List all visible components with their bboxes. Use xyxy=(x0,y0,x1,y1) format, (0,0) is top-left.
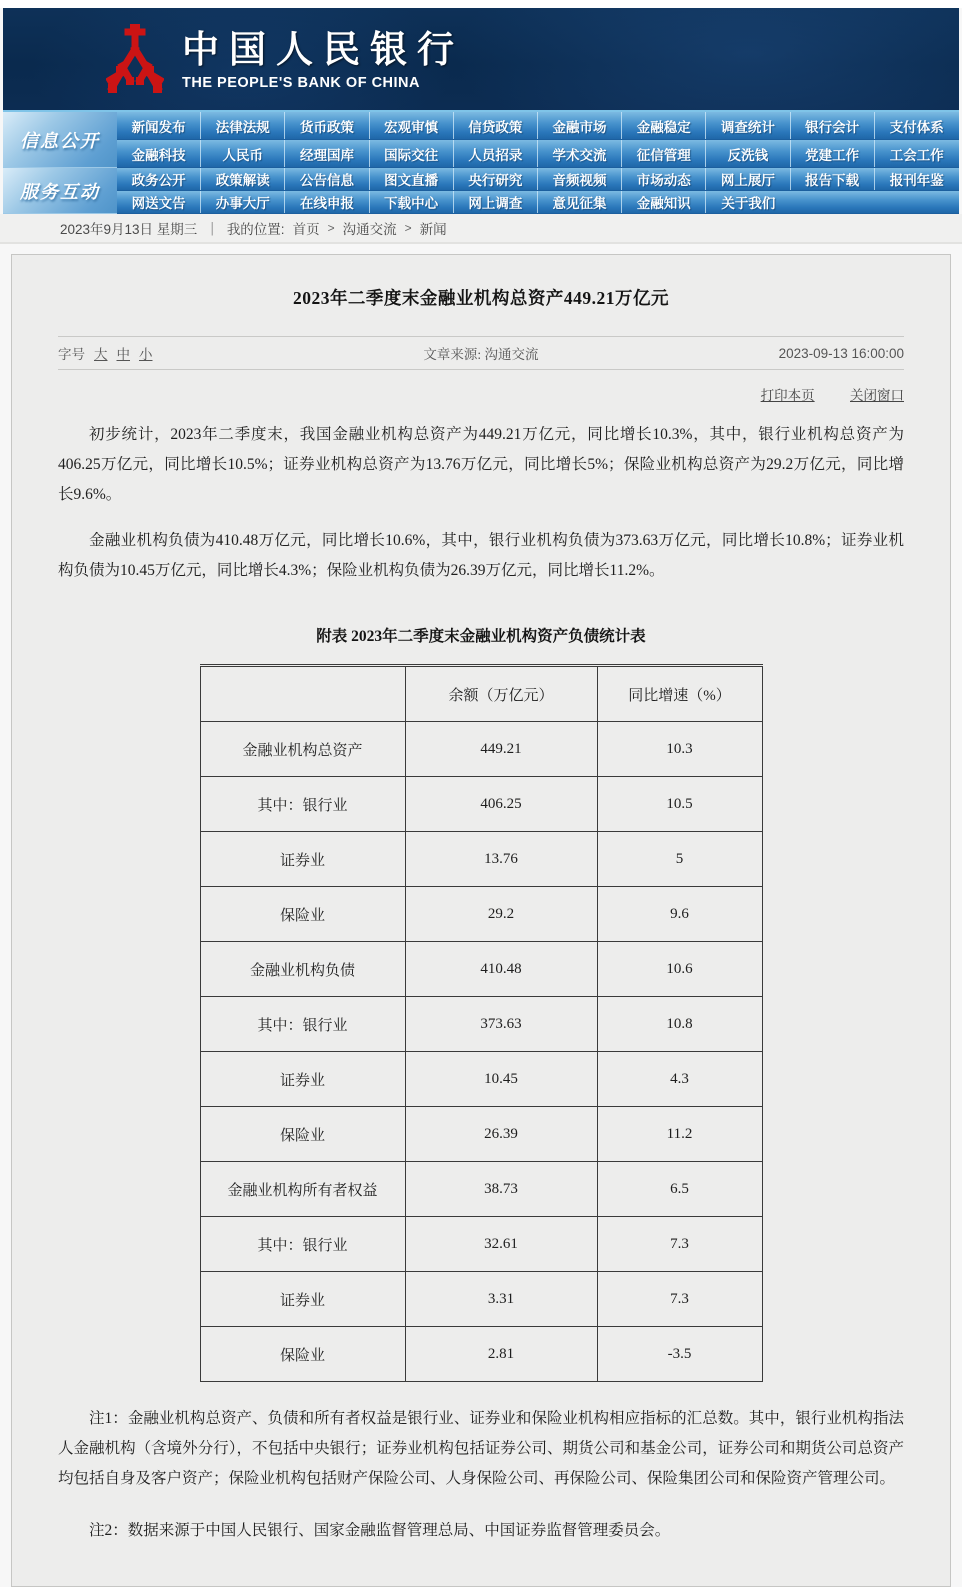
breadcrumb-arrow-icon: > xyxy=(404,221,412,235)
growth-value: 10.5 xyxy=(597,777,762,832)
top-white-strip xyxy=(0,0,962,8)
nav-row xyxy=(117,112,959,140)
nav-item[interactable]: 法律法规 xyxy=(201,112,285,139)
nav-item[interactable]: 调查统计 xyxy=(706,112,790,139)
pboc-logo-icon xyxy=(106,22,164,98)
nav-row xyxy=(117,168,959,191)
row-label: 其中：银行业 xyxy=(200,777,405,832)
growth-value: 10.8 xyxy=(597,997,762,1052)
nav-item[interactable]: 反洗钱 xyxy=(706,140,790,167)
nav-item[interactable]: 市场动态 xyxy=(622,168,706,190)
growth-value: 7.3 xyxy=(597,1217,762,1272)
content-gap xyxy=(0,244,962,254)
nav-item[interactable]: 货币政策 xyxy=(285,112,369,139)
table-header-cell xyxy=(200,666,405,722)
statistics-table-body xyxy=(200,722,762,1382)
growth-value: 11.2 xyxy=(597,1107,762,1162)
nav-item[interactable]: 网上展厅 xyxy=(706,168,790,190)
row-label: 金融业机构总资产 xyxy=(200,722,405,777)
nav-item[interactable]: 报告下载 xyxy=(791,168,875,190)
nav-item[interactable]: 意见征集 xyxy=(538,191,622,213)
statistics-table xyxy=(200,664,763,1382)
balance-value: 38.73 xyxy=(405,1162,597,1217)
nav-item[interactable]: 下载中心 xyxy=(370,191,454,213)
growth-value: 7.3 xyxy=(597,1272,762,1327)
table-row xyxy=(200,777,762,832)
nav-item[interactable]: 人员招录 xyxy=(454,140,538,167)
nav-item[interactable]: 金融科技 xyxy=(117,140,201,167)
site-banner xyxy=(3,8,959,112)
balance-value: 13.76 xyxy=(405,832,597,887)
breadcrumb-location-prefix: 我的位置: xyxy=(226,222,285,237)
row-label: 金融业机构负债 xyxy=(200,942,405,997)
nav-item[interactable]: 关于我们 xyxy=(721,196,776,211)
main-nav xyxy=(3,112,959,214)
nav-item[interactable]: 金融稳定 xyxy=(622,112,706,139)
table-header-row xyxy=(200,666,762,722)
nav-item[interactable]: 党建工作 xyxy=(791,140,875,167)
balance-value: 10.45 xyxy=(405,1052,597,1107)
table-row xyxy=(200,832,762,887)
nav-item[interactable]: 新闻发布 xyxy=(117,112,201,139)
table-row xyxy=(200,1217,762,1272)
balance-value: 410.48 xyxy=(405,942,597,997)
nav-item[interactable]: 征信管理 xyxy=(622,140,706,167)
nav-section-label[interactable]: 信息公开 xyxy=(3,112,117,168)
nav-item[interactable]: 网送文告 xyxy=(117,191,201,213)
growth-value: 4.3 xyxy=(597,1052,762,1107)
balance-value: 449.21 xyxy=(405,722,597,777)
article-paragraph: 金融业机构负债为410.48万亿元，同比增长10.6%，其中，银行业机构负债为373.63万亿元，同比增长10.8%；证券业机构负债为10.45万亿元，同比增长4.3%；保险业机构负债为26.39万亿元，同比增长11.2%。 xyxy=(58,532,904,579)
page-title: 2023年二季度末金融业机构总资产449.21万亿元 xyxy=(292,288,670,308)
table-row xyxy=(200,1272,762,1327)
article-datetime: 2023-09-13 16:00:00 xyxy=(778,345,904,361)
table-row xyxy=(200,887,762,942)
article-meta-bar xyxy=(58,336,904,370)
growth-value: 6.5 xyxy=(597,1162,762,1217)
table-row xyxy=(200,722,762,777)
article-body xyxy=(58,420,904,586)
breadcrumb-arrow-icon: > xyxy=(327,221,335,235)
breadcrumb-home-link[interactable]: 首页 xyxy=(292,222,320,237)
growth-value: 9.6 xyxy=(597,887,762,942)
breadcrumb-link[interactable]: 沟通交流 xyxy=(342,222,397,237)
breadcrumb-date: 2023年9月13日 星期三 xyxy=(60,222,198,237)
nav-section xyxy=(3,112,959,168)
nav-item[interactable]: 报刊年鉴 xyxy=(889,173,944,188)
nav-item[interactable]: 宏观审慎 xyxy=(370,112,454,139)
balance-value: 29.2 xyxy=(405,887,597,942)
nav-item[interactable]: 金融知识 xyxy=(622,191,706,213)
nav-row xyxy=(117,140,959,168)
table-row xyxy=(200,942,762,997)
article-container xyxy=(11,254,951,1587)
nav-item[interactable]: 在线申报 xyxy=(285,191,369,213)
nav-section-label[interactable]: 服务互动 xyxy=(3,168,117,214)
balance-value: 2.81 xyxy=(405,1327,597,1382)
table-header-cell: 余额（万亿元） xyxy=(405,666,597,722)
breadcrumb-link[interactable]: 新闻 xyxy=(419,222,447,237)
row-label: 保险业 xyxy=(200,1327,405,1382)
table-row xyxy=(200,1162,762,1217)
nav-item[interactable]: 央行研究 xyxy=(454,168,538,190)
breadcrumb xyxy=(0,214,962,244)
font-size-option[interactable]: 中 xyxy=(116,347,130,362)
growth-value: 10.3 xyxy=(597,722,762,777)
nav-item[interactable]: 工会工作 xyxy=(889,147,944,163)
nav-item[interactable]: 政策解读 xyxy=(201,168,285,190)
font-size-links xyxy=(94,343,153,363)
close-window-link[interactable]: 关闭窗口 xyxy=(850,388,904,403)
nav-item[interactable]: 信贷政策 xyxy=(454,112,538,139)
row-label: 其中：银行业 xyxy=(200,997,405,1052)
row-label: 金融业机构所有者权益 xyxy=(200,1162,405,1217)
row-label: 证券业 xyxy=(200,1052,405,1107)
growth-value: 5 xyxy=(597,832,762,887)
table-row xyxy=(200,1327,762,1382)
nav-item[interactable]: 经理国库 xyxy=(285,140,369,167)
bank-name-cn: 中国人民银行 xyxy=(182,30,464,71)
balance-value: 3.31 xyxy=(405,1272,597,1327)
balance-value: 26.39 xyxy=(405,1107,597,1162)
table-caption: 附表 2023年二季度末金融业机构资产负债统计表 xyxy=(316,628,646,645)
article-notes xyxy=(58,1404,904,1546)
article-source: 文章来源: 沟通交流 xyxy=(423,347,539,362)
nav-item[interactable]: 音频视频 xyxy=(538,168,622,190)
article-note: 注1：金融业机构总资产、负债和所有者权益是银行业、证券业和保险业机构相应指标的汇总数。其中，银行业机构指法人金融机构（含境外分行），不包括中央银行；证券业机构包括证券公司、期货公司和基金公司，证券公司和期货公司总资产均包括自身及客户资产；保险业机构包括财产保险公司、人身保险公司、再保险公司、保险集团公司和保险资产管理公司。 xyxy=(58,1410,904,1487)
nav-item[interactable]: 办事大厅 xyxy=(201,191,285,213)
font-size-option[interactable]: 大 xyxy=(94,347,108,362)
row-label: 保险业 xyxy=(200,1107,405,1162)
breadcrumb-trail xyxy=(328,218,447,238)
table-row xyxy=(200,997,762,1052)
nav-item[interactable]: 国际交往 xyxy=(370,140,454,167)
balance-value: 373.63 xyxy=(405,997,597,1052)
font-size-option[interactable]: 小 xyxy=(139,347,153,362)
nav-item[interactable]: 网上调查 xyxy=(454,191,538,213)
nav-item[interactable]: 银行会计 xyxy=(791,112,875,139)
statistics-table-header xyxy=(200,666,762,722)
nav-section xyxy=(3,168,959,214)
nav-row xyxy=(117,191,959,214)
nav-item[interactable]: 图文直播 xyxy=(370,168,454,190)
table-row xyxy=(200,1107,762,1162)
article-actions xyxy=(58,384,904,404)
balance-value: 406.25 xyxy=(405,777,597,832)
font-size-label: 字号 xyxy=(58,347,85,362)
row-label: 证券业 xyxy=(200,832,405,887)
nav-item[interactable]: 人民币 xyxy=(201,140,285,167)
balance-value: 32.61 xyxy=(405,1217,597,1272)
nav-item[interactable]: 学术交流 xyxy=(538,140,622,167)
growth-value: 10.6 xyxy=(597,942,762,997)
article-note: 注2：数据来源于中国人民银行、国家金融监督管理总局、中国证券监督管理委员会。 xyxy=(89,1522,671,1539)
row-label: 证券业 xyxy=(200,1272,405,1327)
nav-item[interactable]: 公告信息 xyxy=(285,168,369,190)
print-page-link[interactable]: 打印本页 xyxy=(760,388,815,403)
nav-item[interactable]: 政务公开 xyxy=(117,168,201,190)
table-header-cell: 同比增速（%） xyxy=(597,666,762,722)
article-paragraph: 初步统计，2023年二季度末，我国金融业机构总资产为449.21万亿元，同比增长10.3%，其中，银行业机构总资产为406.25万亿元，同比增长10.5%；证券业机构总资产为13.76万亿元，同比增长5%；保险业机构总资产为29.2万亿元，同比增长9.6%。 xyxy=(58,426,904,503)
growth-value: -3.5 xyxy=(597,1327,762,1382)
bank-name-en: THE PEOPLE'S BANK OF CHINA xyxy=(182,75,420,91)
nav-items xyxy=(117,112,959,168)
nav-item[interactable]: 支付体系 xyxy=(889,119,944,135)
breadcrumb-separator: ｜ xyxy=(205,222,219,237)
table-row xyxy=(200,1052,762,1107)
row-label: 保险业 xyxy=(200,887,405,942)
row-label: 其中：银行业 xyxy=(200,1217,405,1272)
nav-items xyxy=(117,168,959,214)
nav-item[interactable]: 金融市场 xyxy=(538,112,622,139)
